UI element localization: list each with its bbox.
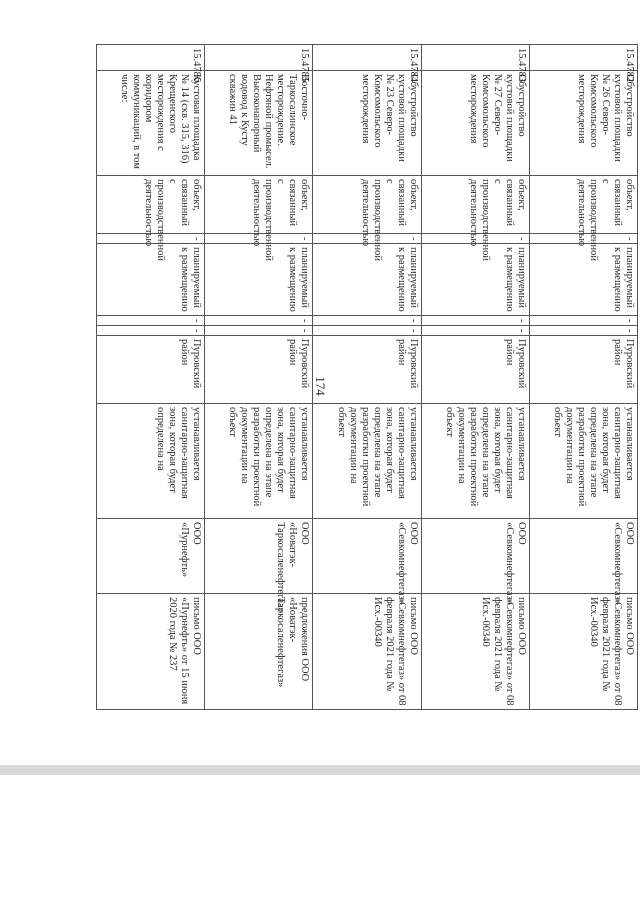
object-type: объект, связанный с производственной деятельностью bbox=[313, 176, 421, 234]
table-row bbox=[205, 45, 313, 710]
location: Пуровский район bbox=[313, 336, 421, 404]
location: Пуровский район bbox=[529, 336, 637, 404]
col-dash-2: - bbox=[205, 316, 313, 326]
row-number: 15.4786 bbox=[97, 45, 205, 71]
table-row bbox=[529, 45, 637, 710]
object-name: Обустройство кустовой площадки № 23 Северо-Комсомольского месторождения bbox=[313, 71, 421, 176]
scan-top-margin bbox=[0, 0, 640, 40]
basis-document: письмо ООО «Севкомнефтегаз» от 08 февраля 2021 года № Исх.-00340 bbox=[529, 594, 637, 710]
scan-bottom-shadow bbox=[0, 765, 640, 775]
col-dash-1: - bbox=[205, 234, 313, 244]
location: Пуровский район bbox=[205, 336, 313, 404]
sanitary-zone: устанавливается санитарно-защитная зона, которая будет определена на этапе разработки проектной документации на объект bbox=[313, 404, 421, 519]
object-type: объект, связанный с производственной деятельностью bbox=[97, 176, 205, 234]
object-type: объект, связанный с производственной деятельностью bbox=[421, 176, 529, 234]
object-type: объект, связанный с производственной деятельностью bbox=[205, 176, 313, 234]
basis-document: письмо ООО «Пурнефть» от 15 июня 2020 года № 237 bbox=[97, 594, 205, 710]
col-dash-2: - bbox=[421, 316, 529, 326]
sanitary-zone: устанавливается санитарно-защитная зона, которая будет определена на этапе разработки проектной документации на объект bbox=[421, 404, 529, 519]
owner: ООО «Севкомнефтегаз» bbox=[421, 519, 529, 594]
col-dash-2: - bbox=[529, 316, 637, 326]
object-name: Обустройство кустовой площадки № 27 Северо-Комсомольского месторождения bbox=[421, 71, 529, 176]
col-dash-3: - bbox=[421, 326, 529, 336]
basis-document: письмо ООО «Севкомнефтегаз» от 08 февраля 2021 года № Исх.-00340 bbox=[313, 594, 421, 710]
col-dash-1: - bbox=[97, 234, 205, 244]
object-name: Восточно-Таркосалинское месторождение. Нефтяной промысел. Высоконапорный водовод к Кусту скважин 41 bbox=[205, 71, 313, 176]
owner: ООО «Пурнефть» bbox=[97, 519, 205, 594]
owner: ООО «Севкомнефтегаз» bbox=[313, 519, 421, 594]
col-dash-1: - bbox=[529, 234, 637, 244]
sanitary-zone: устанавливается санитарно-защитная зона, которая будет определена на этапе разработки проектной документации на объект bbox=[529, 404, 637, 519]
col-dash-2: - bbox=[97, 316, 205, 326]
object-status: планируемый к размещению bbox=[421, 244, 529, 316]
page-number: 174 bbox=[313, 376, 328, 396]
row-number: 15.4784 bbox=[313, 45, 421, 71]
object-status: планируемый к размещению bbox=[529, 244, 637, 316]
table-row bbox=[421, 45, 529, 710]
row-number: 15.4783 bbox=[421, 45, 529, 71]
object-name: Обустройство кустовой площадки № 26 Северо-Комсомольского месторождения bbox=[529, 71, 637, 176]
table-row bbox=[313, 45, 421, 710]
object-status: планируемый к размещению bbox=[97, 244, 205, 316]
object-name: Кустовая площадка № 14 (скв. 315, 316) Крещенского месторождения с коридором коммуникаций, в том числе: bbox=[97, 71, 205, 176]
location: Пуровский район bbox=[97, 336, 205, 404]
col-dash-3: - bbox=[205, 326, 313, 336]
document-table-rotated bbox=[96, 44, 638, 709]
object-status: планируемый к размещению bbox=[313, 244, 421, 316]
owner: ООО «Севкомнефтегаз» bbox=[529, 519, 637, 594]
object-type: объект, связанный с производственной деятельностью bbox=[529, 176, 637, 234]
col-dash-3: - bbox=[97, 326, 205, 336]
object-status: планируемый к размещению bbox=[205, 244, 313, 316]
col-dash-2: - bbox=[313, 316, 421, 326]
col-dash-1: - bbox=[421, 234, 529, 244]
owner: ООО «Новатэк-Таркосаленефтегаз» bbox=[205, 519, 313, 594]
col-dash-3: - bbox=[313, 326, 421, 336]
table-row bbox=[97, 45, 205, 710]
row-number: 15.4785 bbox=[205, 45, 313, 71]
sanitary-zone: устанавливается санитарно-защитная зона, которая будет определена на этапе разработки проектной документации на объект bbox=[205, 404, 313, 519]
location: Пуровский район bbox=[421, 336, 529, 404]
sanitary-zone: устанавливается санитарно-защитная зона, которая будет определена на bbox=[97, 404, 205, 519]
col-dash-3: - bbox=[529, 326, 637, 336]
basis-document: письмо ООО «Севкомнефтегаз» от 08 февраля 2021 года № Исх.-00340 bbox=[421, 594, 529, 710]
objects-table bbox=[96, 44, 638, 710]
row-number: 15.4782 bbox=[529, 45, 637, 71]
basis-document: предложения ООО «Новатэк-Таркосаленефтегаз» bbox=[205, 594, 313, 710]
col-dash-1: - bbox=[313, 234, 421, 244]
